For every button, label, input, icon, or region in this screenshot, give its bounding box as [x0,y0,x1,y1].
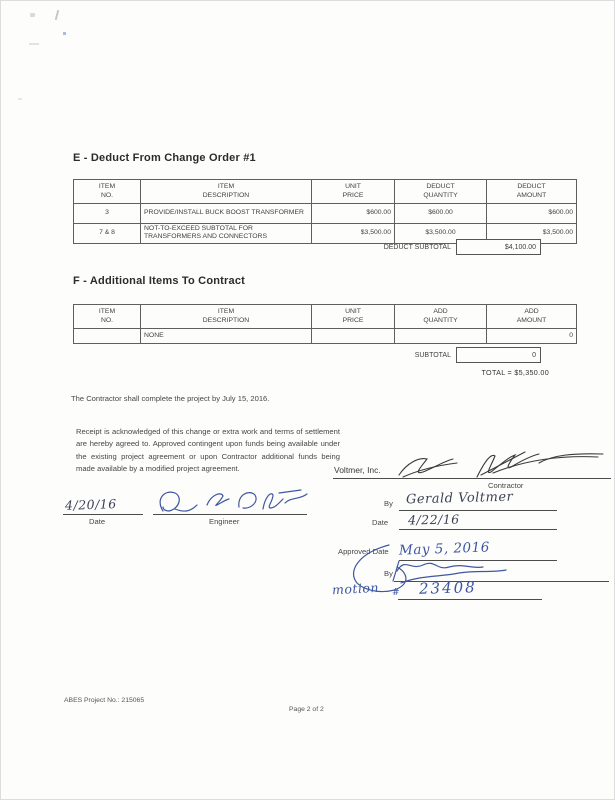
column-header: ADD QUANTITY [395,305,487,329]
item-no-cell: 7 & 8 [74,224,141,244]
date-signature-line [399,529,557,530]
scan-artifact [29,43,39,45]
add-subtotal-value: 0 [456,347,541,363]
deduct-subtotal-label: DEDUCT SUBTOTAL [383,244,451,251]
approver-signature [341,537,541,603]
deduct-subtotal-value: $4,100.00 [456,239,541,255]
quantity-cell: $3,500.00 [395,224,487,244]
scan-artifact [30,13,35,17]
completion-statement: The Contractor shall complete the project by July 15, 2016. [71,394,270,403]
scan-artifact [63,32,66,35]
deduct-table-header-row [74,180,577,204]
company-name: Voltmer, Inc. [334,465,381,475]
column-header: ADD AMOUNT [487,305,577,329]
date-label: Date [372,518,389,527]
description-cell: PROVIDE/INSTALL BUCK BOOST TRANSFORMER [141,204,312,224]
engineer-date-line [63,514,143,515]
column-header: ITEM DESCRIPTION [141,305,312,329]
amount-cell: $600.00 [487,204,577,224]
table-row [74,204,577,224]
motion-handwritten: motion [331,579,380,598]
footer-page-number: Page 2 of 2 [289,706,324,713]
amount-cell: 0 [487,329,577,344]
item-no-cell [74,329,141,344]
approved-by-label: By [384,569,393,578]
approved-date-label: Approved Date [338,547,389,556]
unit-price-cell: $3,500.00 [312,224,395,244]
by-signature-line [399,510,557,511]
by-name-handwritten: Gerald Voltmer [405,489,514,508]
column-header: ITEM NO. [74,305,141,329]
contractor-label: Contractor [488,481,524,490]
engineer-signature-line [153,514,307,515]
deduct-table [73,179,577,244]
amount-cell: $3,500.00 [487,224,577,244]
footer-project-no: ABES Project No.: 215065 [64,697,145,704]
contractor-signature [393,449,608,481]
motion-number-sign: # [392,588,401,598]
receipt-paragraph: Receipt is acknowledged of this change or extra work and terms of settlement are hereby agreed to. Approved contingent upon funds being available under the existing project agreement or upon Contractor additional funds being made available by a modified project agreement. [76,427,340,474]
table-row [74,329,577,344]
section-e-title: E - Deduct From Change Order #1 [73,152,256,164]
unit-price-cell [312,329,395,344]
approved-date-handwritten: May 5, 2016 [398,539,491,559]
grand-total: TOTAL = $5,350.00 [481,368,549,377]
motion-number-handwritten: 23408 [418,578,477,598]
engineer-date-label: Date [89,517,106,526]
quantity-cell: $600.00 [395,204,487,224]
quantity-cell [395,329,487,344]
by-label: By [384,499,393,508]
scan-artifact [55,10,60,20]
add-table [73,304,577,344]
column-header: DEDUCT QUANTITY [395,180,487,204]
column-header: UNIT PRICE [312,180,395,204]
column-header: ITEM NO. [74,180,141,204]
column-header: UNIT PRICE [312,305,395,329]
add-table-header-row [74,305,577,329]
add-subtotal-label: SUBTOTAL [414,352,451,359]
item-no-cell: 3 [74,204,141,224]
unit-price-cell: $600.00 [312,204,395,224]
description-cell: NOT-TO-EXCEED SUBTOTAL FOR TRANSFORMERS AND CONNECTORS [141,224,312,244]
engineer-label: Engineer [209,517,240,526]
column-header: DEDUCT AMOUNT [487,180,577,204]
engineer-date-handwritten: 4/20/16 [64,496,117,513]
scan-artifact [18,98,22,100]
column-header: ITEM DESCRIPTION [141,180,312,204]
date-handwritten: 4/22/16 [407,511,460,528]
section-f-title: F - Additional Items To Contract [73,275,246,287]
description-cell: NONE [141,329,312,344]
